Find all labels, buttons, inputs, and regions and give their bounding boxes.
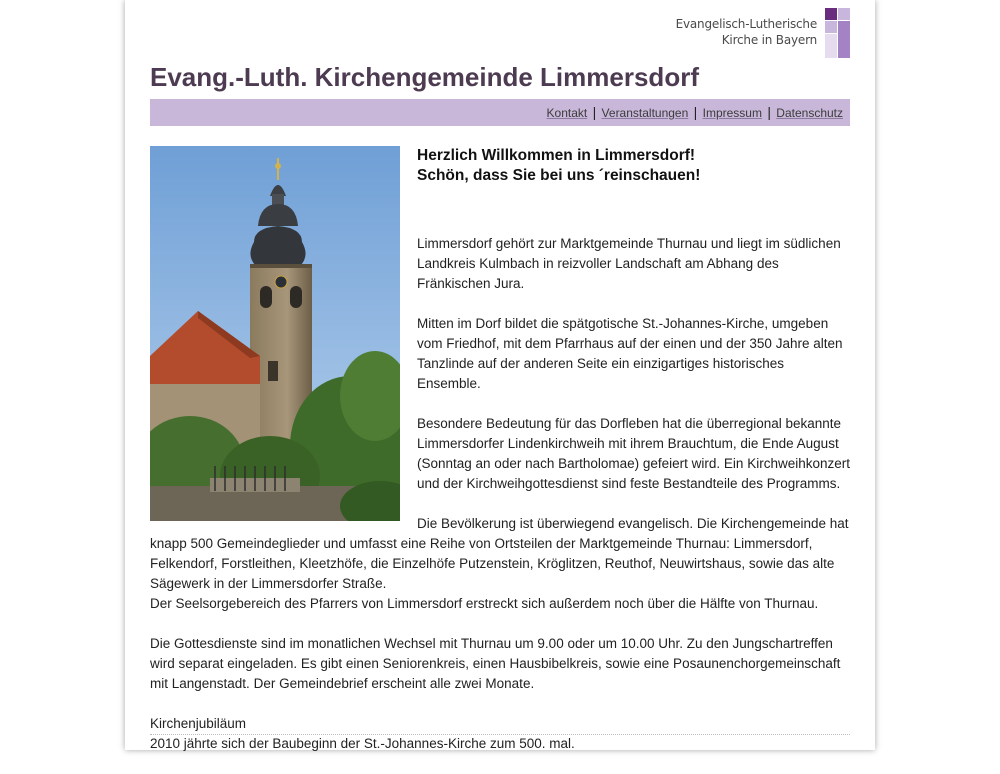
paragraph-pastoral-area: Der Seelsorgebereich des Pfarrers von Limmersdorf erstreckt sich außerdem noch über die Hälfte von Thurnau. <box>150 596 819 611</box>
church-tower-photo <box>150 146 400 521</box>
paragraph-jubilee: 2010 jährte sich der Baubeginn der St.-Johannes-Kirche zum 500. mal. <box>150 736 575 751</box>
logo-mark-icon <box>825 8 850 58</box>
nav-link-impressum[interactable]: Impressum <box>702 106 762 120</box>
logo-text <box>676 16 817 48</box>
content-divider <box>150 734 850 735</box>
paragraph-services: Die Gottesdienste sind im monatlichen Wechsel mit Thurnau um 9.00 oder um 10.00 Uhr. Zu den Jungschartreffen wird separat eingeladen. Es gibt einen Seniorenkreis, einen Hausbibelkreis, sowie eine Posaunenchorgemeinschaft mit Langenstadt. Der Gemeindebrief erscheint alle zwei Monate. <box>150 636 841 691</box>
nav-link-veranstaltungen[interactable]: Veranstaltungen <box>601 106 689 120</box>
welcome-line-2: Schön, dass Sie bei uns ´reinschauen! <box>417 167 701 184</box>
logo-line-2: Kirche in Bayern <box>721 33 817 47</box>
nav-link-datenschutz[interactable]: Datenschutz <box>776 106 843 120</box>
welcome-line-1: Herzlich Willkommen in Limmersdorf! <box>417 147 696 164</box>
nav-separator: | <box>693 104 698 120</box>
site-title: Evang.-Luth. Kirchengemeinde Limmersdorf <box>150 62 699 92</box>
nav-link-kontakt[interactable]: Kontakt <box>546 106 588 120</box>
nav-separator: | <box>767 104 771 120</box>
page-container <box>125 0 875 750</box>
logo-line-1: Evangelisch-Lutherische <box>675 17 817 31</box>
main-content <box>150 146 850 774</box>
top-nav <box>547 104 843 120</box>
paragraph-church: Mitten im Dorf bildet die spätgotische St.-Johannes-Kirche, umgeben vom Friedhof, mit dem Pfarrhaus auf der einen und der 350 Jahre alten Tanzlinde auf der anderen Seite ein einzigartiges historisches Ensemble. <box>417 316 843 391</box>
jubilee-heading: Kirchenjubiläum <box>150 716 247 731</box>
paragraph-population: Die Bevölkerung ist überwiegend evangelisch. Die Kirchengemeinde hat knapp 500 Gemeindeglieder und umfasst eine Reihe von Ortsteilen der Marktgemeinde Thurnau: Limmersdorf, Felkendorf, Forstleithen, Kleetzhöfe, die Einzelhöfe Putzenstein, Kröglitzen, Reuthof, Neuwirtshaus, sowie das alte Sägewerk in der Limmersdorfer Straße. <box>150 516 849 591</box>
paragraph-kirchweih: Besondere Bedeutung für das Dorfleben hat die überregional bekannte Limmersdorfer Lindenkirchweih mit ihrem Brauchtum, die Ende August (Sonntag an oder nach Bartholomae) gefeiert wird. Ein Kirchweihkonzert und der Kirchweihgottesdienst sind feste Bestandteile des Programms. <box>417 416 850 491</box>
top-nav-bar <box>150 99 850 126</box>
paragraph-location: Limmersdorf gehört zur Marktgemeinde Thurnau und liegt im südlichen Landkreis Kulmbach in reizvoller Landschaft am Abhang des Fränkischen Jura. <box>417 236 841 291</box>
page-inner <box>150 0 850 750</box>
nav-separator: | <box>592 104 597 120</box>
